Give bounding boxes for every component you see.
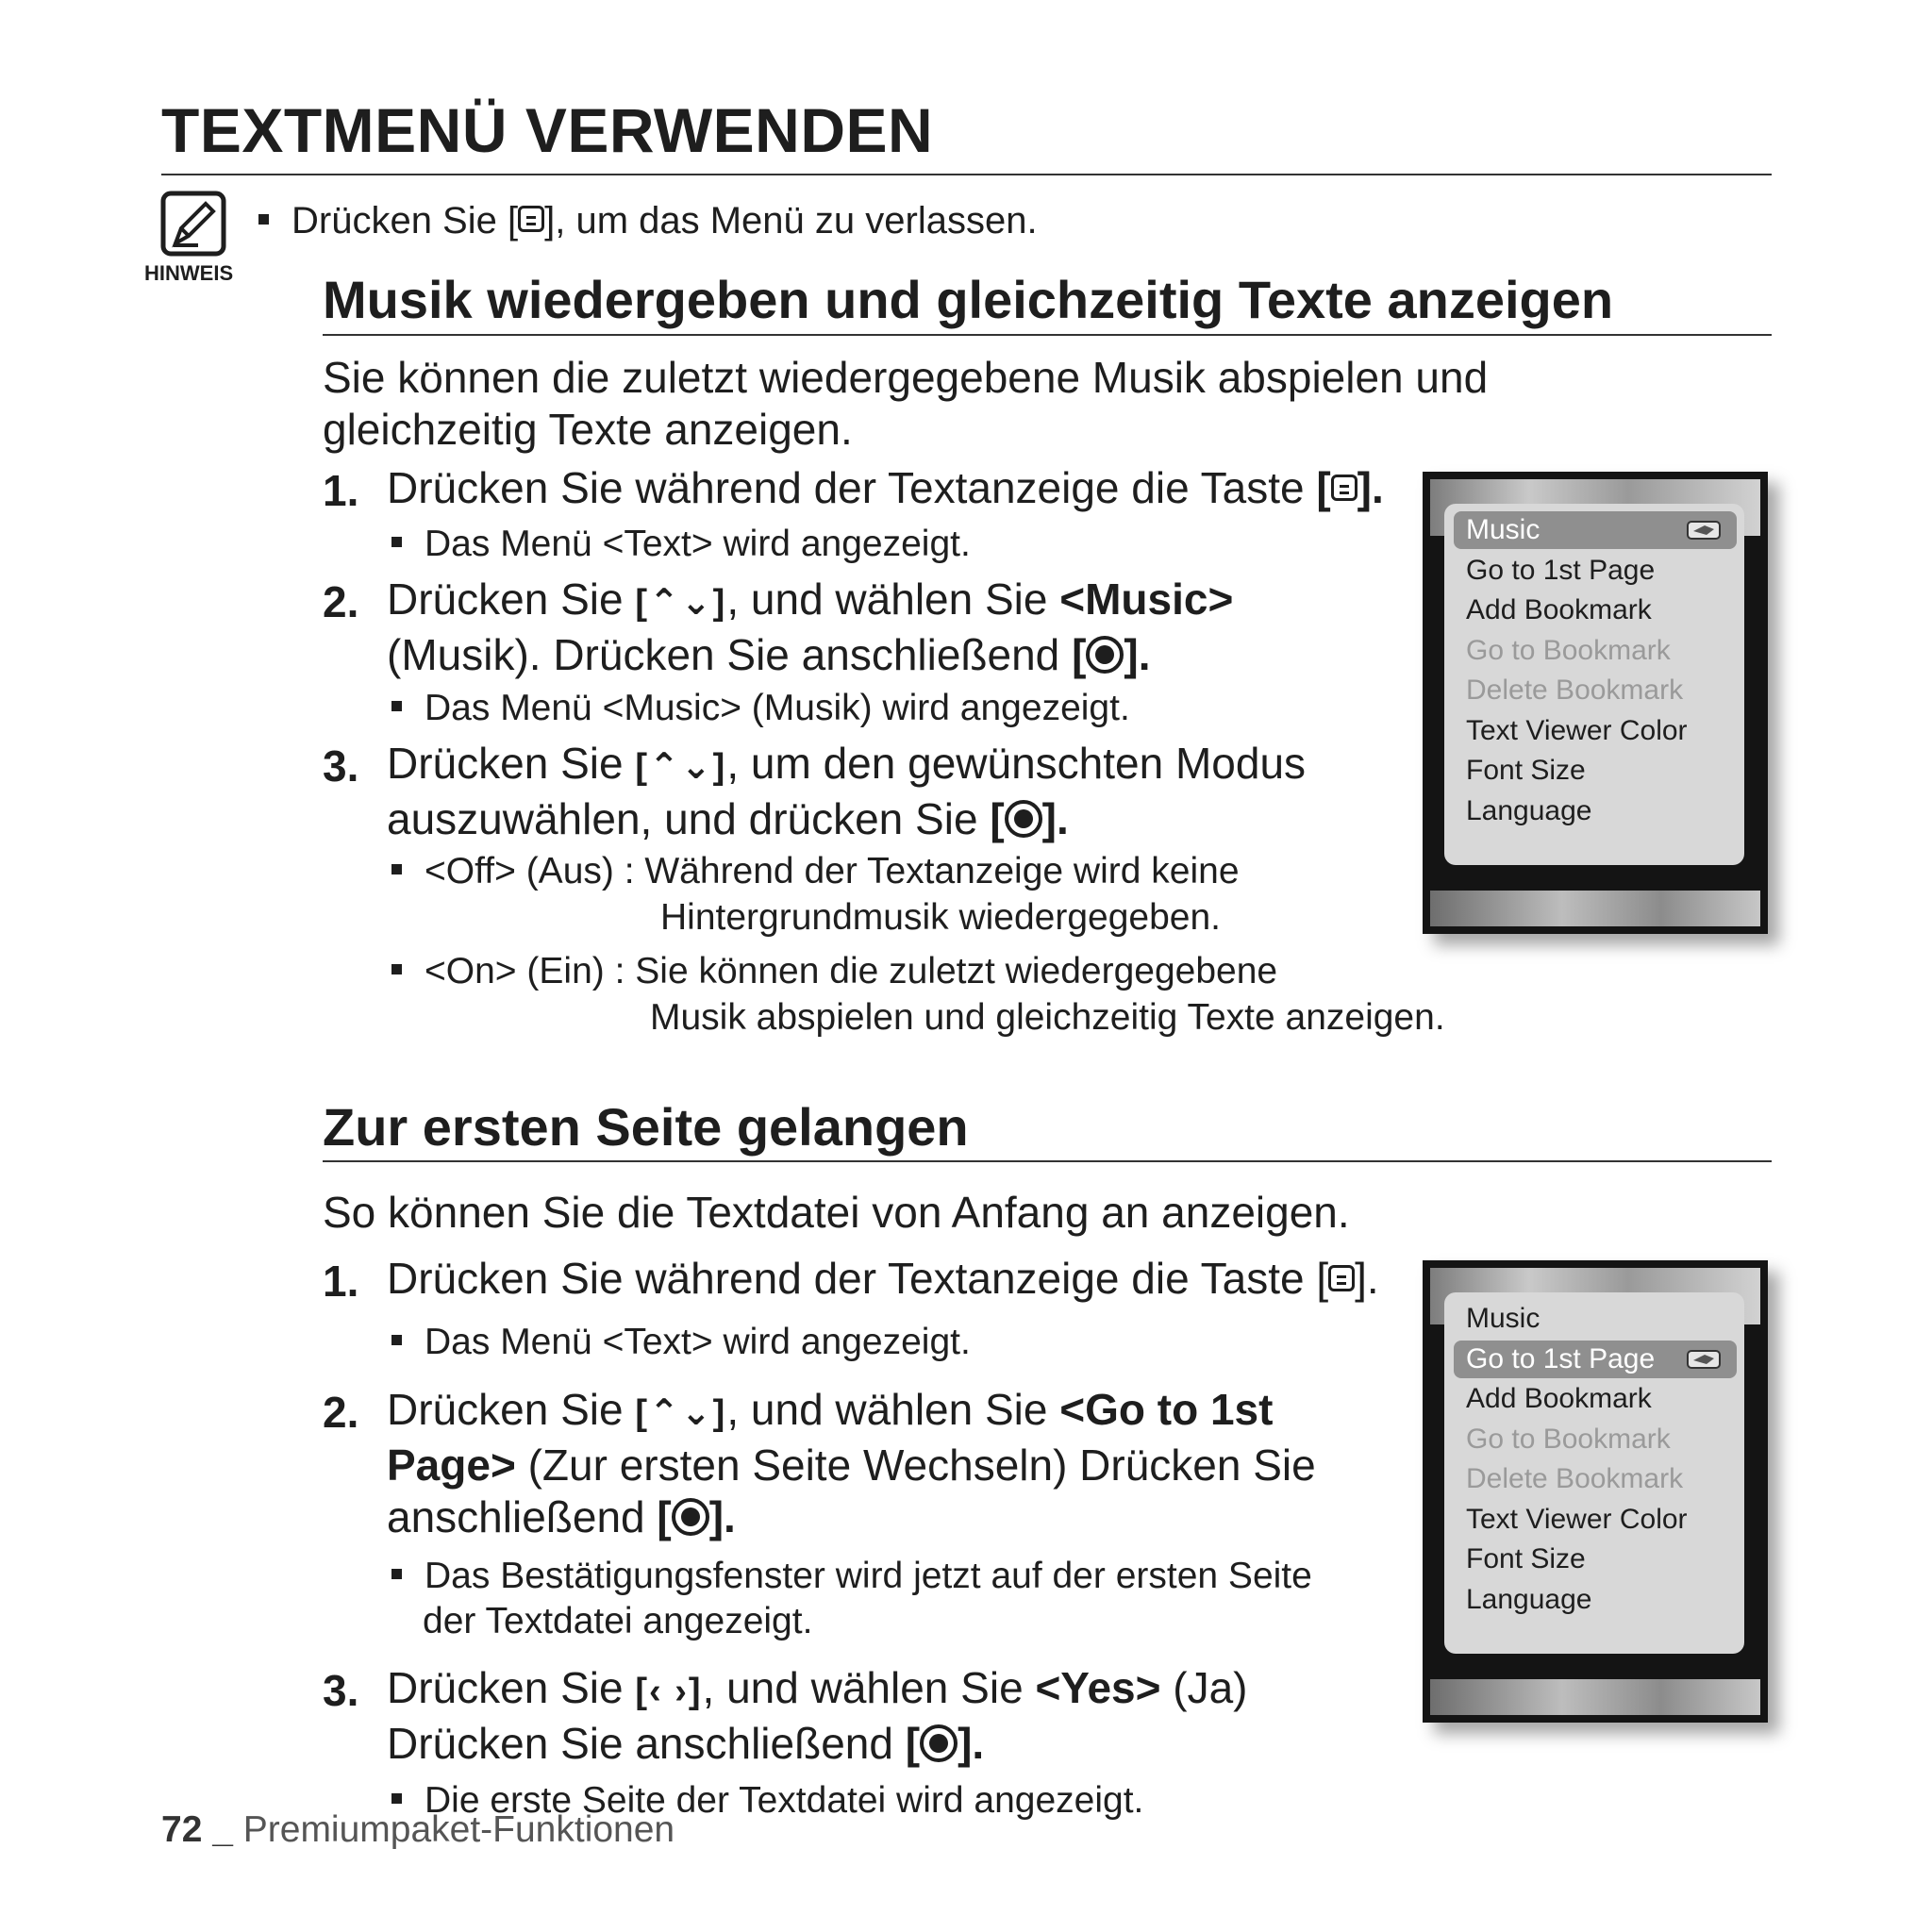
bullet <box>391 864 402 874</box>
section2-intro: So können Sie die Textdatei von Anfang an anzeigen. <box>323 1188 1350 1237</box>
section2-heading: Zur ersten Seite gelangen <box>323 1097 969 1157</box>
up-down-keys-icon: [⌃⌄] <box>635 583 727 623</box>
left-right-keys-icon: [‹ ›] <box>635 1672 703 1711</box>
bullet <box>391 1335 402 1345</box>
bullet <box>391 964 402 974</box>
enter-key-icon <box>1086 636 1124 674</box>
bullet <box>258 214 269 225</box>
step-result: Das Menü <Text> wird angezeigt. <box>391 521 971 567</box>
menu-item: Go to Bookmark <box>1466 634 1671 666</box>
enter-key-icon <box>1005 800 1042 838</box>
menu-item: Add Bookmark <box>1466 594 1652 625</box>
up-down-keys-icon: [⌃⌄] <box>635 1393 727 1433</box>
step-text: Drücken Sie [‹ ›], und wählen Sie <Yes> (Ja) Drücken Sie anschließend [ ]. <box>387 1663 1248 1768</box>
option-on-cont: Musik abspielen und gleichzeitig Texte anzeigen. <box>650 997 1445 1038</box>
enter-key-icon <box>672 1498 709 1536</box>
step-result: Das Menü <Text> wird angezeigt. <box>391 1319 971 1365</box>
menu-item: Font Size <box>1466 1543 1586 1574</box>
device-screen-text-menu <box>1423 472 1768 934</box>
section1-divider <box>323 334 1772 336</box>
step-number: 1. <box>323 1257 359 1306</box>
section1-intro: Sie können die zuletzt wiedergegebene Musik abspielen und gleichzeitig Texte anzeigen. <box>323 353 1489 454</box>
menu-item: Go to Bookmark <box>1466 1423 1671 1455</box>
section1-heading: Musik wiedergeben und gleichzeitig Texte anzeigen <box>323 270 1614 329</box>
menu-item: Music <box>1466 1303 1541 1334</box>
step-text: Drücken Sie [⌃⌄], um den gewünschten Modus auszuwählen, und drücken Sie [ ]. <box>387 739 1307 843</box>
menu-item: Text Viewer Color <box>1466 714 1688 746</box>
menu-item: Music <box>1454 511 1737 549</box>
step-text: Drücken Sie während der Textanzeige die Taste [ ]. <box>387 463 1384 512</box>
menu-item: Add Bookmark <box>1466 1383 1652 1414</box>
pointer-hand-icon <box>1686 518 1724 542</box>
step-result: Das Bestätigungsfenster wird jetzt auf der ersten Seite <box>391 1553 1312 1599</box>
menu-item: Go to 1st Page <box>1466 554 1656 586</box>
step-number: 1. <box>323 466 359 515</box>
text-menu-panel <box>1444 504 1744 865</box>
bullet <box>391 1569 402 1579</box>
note-text: Drücken Sie [ ], um das Menü zu verlassen. <box>258 200 1038 242</box>
section2-divider <box>323 1160 1772 1162</box>
option-off-cont: Hintergrundmusik wiedergegeben. <box>660 897 1222 938</box>
page-footer <box>161 1809 675 1851</box>
bullet <box>391 701 402 711</box>
page-title: TEXTMENÜ VERWENDEN <box>161 95 934 165</box>
menu-key-icon <box>1331 475 1357 501</box>
step-text: Drücken Sie [⌃⌄], und wählen Sie <Go to 1st Page> (Zur ersten Seite Wechseln) Drücken Sie anschließend [ ]. <box>387 1385 1316 1541</box>
bullet <box>391 1793 402 1804</box>
page-number: 72 _ <box>161 1809 233 1850</box>
step-text: Drücken Sie [⌃⌄], und wählen Sie <Music> (Musik). Drücken Sie anschließend [ ]. <box>387 575 1234 679</box>
note-label: HINWEIS <box>144 261 234 285</box>
step-number: 3. <box>323 1666 359 1715</box>
menu-item: Language <box>1466 794 1592 826</box>
device-screen-text-menu <box>1423 1260 1768 1723</box>
note-pencil-icon <box>160 191 226 257</box>
menu-key-icon <box>518 206 544 232</box>
menu-item: Delete Bookmark <box>1466 1463 1684 1494</box>
menu-key-icon <box>1328 1265 1355 1291</box>
text-menu-panel <box>1444 1292 1744 1654</box>
enter-key-icon <box>920 1724 958 1762</box>
menu-item: Delete Bookmark <box>1466 675 1684 706</box>
menu-item: Font Size <box>1466 755 1586 786</box>
option-on: <On> (Ein) : Sie können die zuletzt wiedergegebene <box>391 948 1277 994</box>
option-off: <Off> (Aus) : Während der Textanzeige wird keine <box>391 848 1240 894</box>
step-result: Die erste Seite der Textdatei wird angezeigt. <box>391 1777 1143 1824</box>
menu-item: Language <box>1466 1583 1592 1615</box>
step-number: 3. <box>323 741 359 791</box>
step-number: 2. <box>323 1388 359 1437</box>
step-number: 2. <box>323 577 359 626</box>
title-divider <box>161 174 1772 175</box>
footer-section: Premiumpaket-Funktionen <box>242 1809 675 1850</box>
step-text: Drücken Sie während der Textanzeige die Taste [ ]. <box>387 1254 1379 1303</box>
up-down-keys-icon: [⌃⌄] <box>635 747 727 787</box>
step-result: Das Menü <Music> (Musik) wird angezeigt. <box>391 685 1130 731</box>
menu-item: Go to 1st Page <box>1454 1341 1737 1378</box>
pointer-hand-icon <box>1686 1347 1724 1372</box>
step-result-cont: der Textdatei angezeigt. <box>423 1601 813 1641</box>
menu-item: Text Viewer Color <box>1466 1503 1688 1535</box>
bullet <box>391 537 402 547</box>
